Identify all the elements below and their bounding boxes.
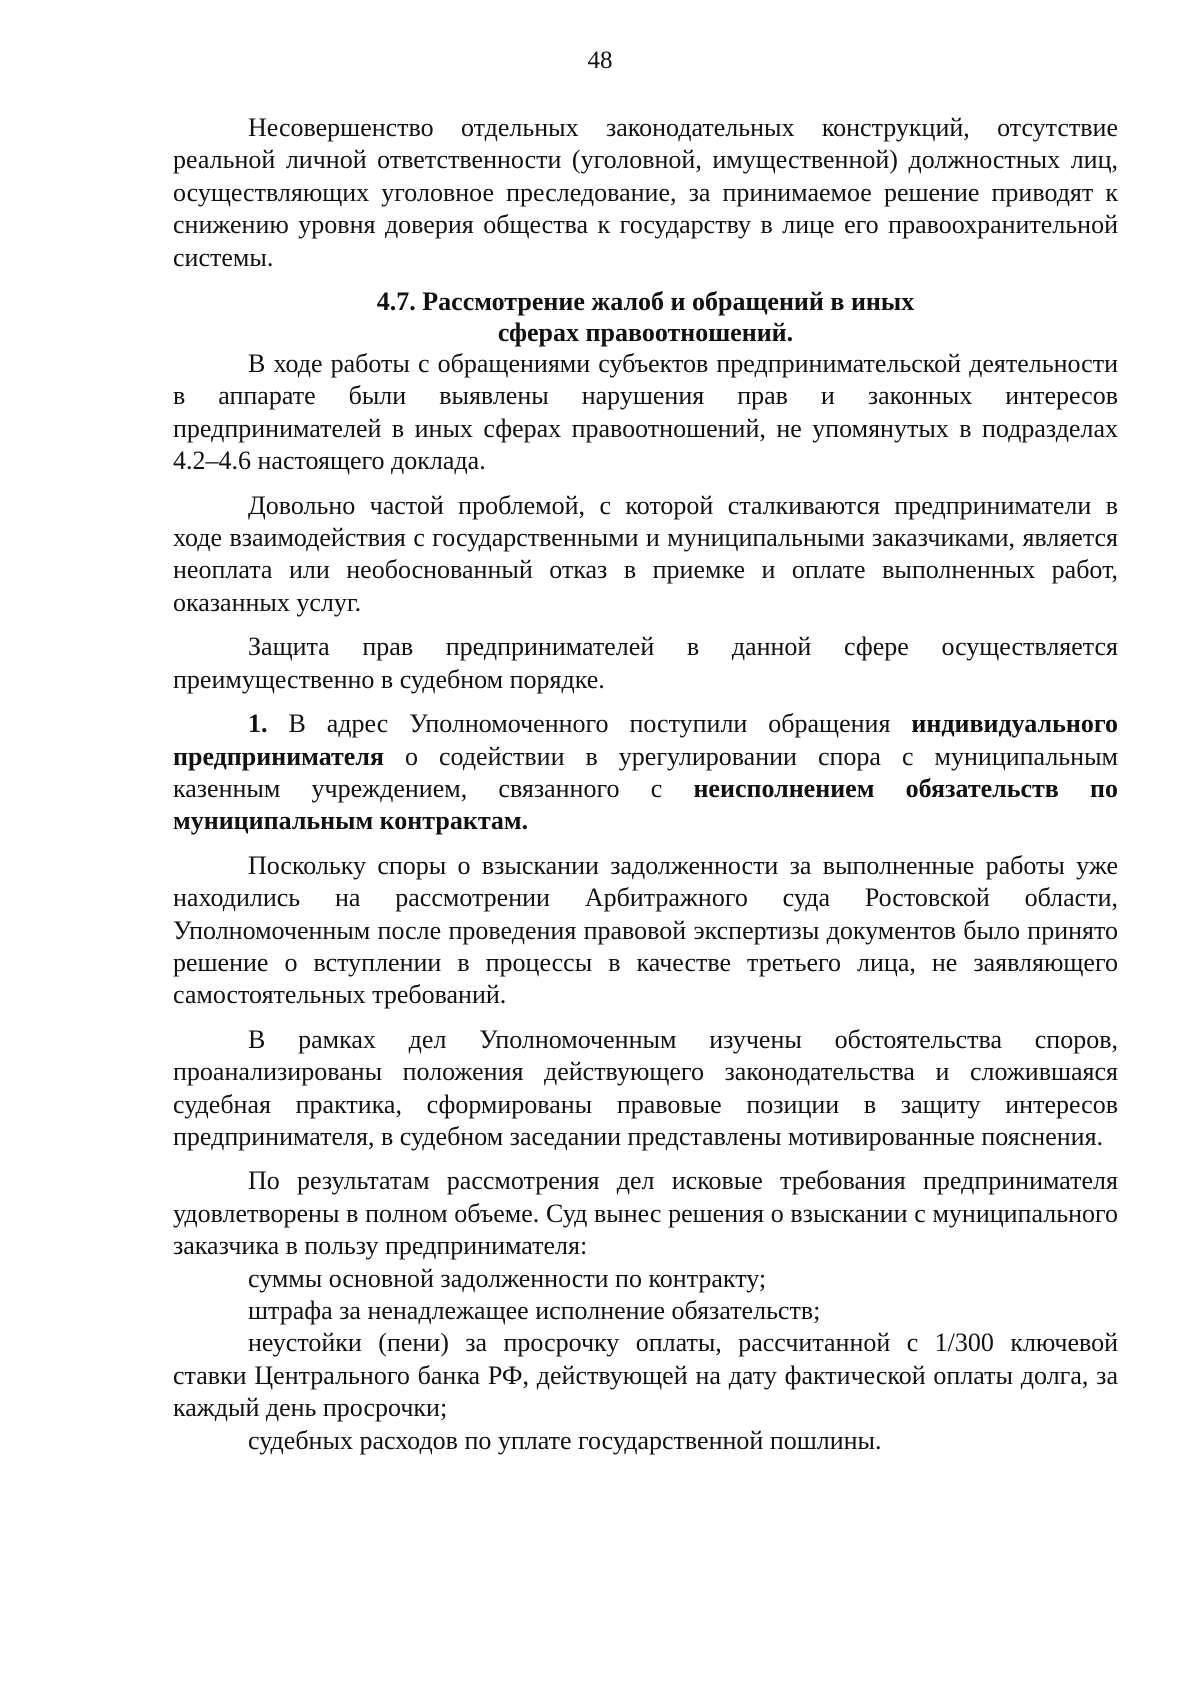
page-number: 48: [587, 47, 613, 74]
paragraph-arbitration: Поскольку споры о взыскании задолженности за выполненные работы уже находились на рассмотрении Арбитражного суда Ростовской области, Уполномоченным после проведения правовой экспертизы документов было принято решение о вступлении в процессы в качестве третьего лица, не заявляющего самостоятельных требований.: [173, 850, 1118, 1010]
case-number: 1.: [248, 709, 268, 739]
list-item-fine: штрафа за ненадлежащее исполнение обязательств;: [248, 1296, 821, 1325]
page-content: [173, 112, 1118, 1457]
intro-paragraph: Несовершенство отдельных законодательных конструкций, отсутствие реальной личной ответственности (уголовной, имущественной) должностных лиц, осуществляющих уголовное преследование, за принимаемое решение приводят к снижению уровня доверия общества к государству в лице его правоохранительной системы.: [173, 113, 1118, 272]
paragraph-violations: В ходе работы с обращениями субъектов предпринимательской деятельности в аппарате были выявлены нарушения прав и законных интересов предпринимателей в иных сферах правоотношений, не упомянутых в подразделах 4.2–4.6 настоящего доклада.: [173, 349, 1118, 476]
list-item-penalty: неустойки (пени) за просрочку оплаты, рассчитанной с 1/300 ключевой ставки Центрального банка РФ, действующей на дату фактической оплаты долга, за каждый день просрочки;: [173, 1328, 1118, 1423]
list-item-debt: суммы основной задолженности по контракту;: [248, 1263, 767, 1293]
case-bold-obligations: неисполнением обязательств по муниципальным контрактам.: [173, 773, 1119, 836]
paragraph-results: По результатам рассмотрения дел исковые требования предпринимателя удовлетворены в полном объеме. Суд вынес решения о взыскании с муниципального заказчика в пользу предпринимателя:: [173, 1166, 1118, 1261]
section-heading: [173, 286, 1118, 348]
list-item-court-costs: судебных расходов по уплате государственной пошлины.: [248, 1425, 882, 1455]
case-text-a: В адрес Уполномоченного поступили обращения: [267, 709, 912, 739]
case-text-b: о содействии в урегулировании спора с муниципальным казенным учреждением, связанного с: [173, 741, 1118, 803]
paragraph-case-one: [173, 708, 1118, 838]
section-heading-line2: сферах правоотношений.: [497, 318, 794, 348]
section-heading-line1: 4.7. Рассмотрение жалоб и обращений в иных: [376, 287, 915, 317]
paragraph-analysis: В рамках дел Уполномоченным изучены обстоятельства споров, проанализированы положения действующего законодательства и сложившаяся судебная практика, сформированы правовые позиции в защиту интересов предпринимателя, в судебном заседании представлены мотивированные пояснения.: [173, 1024, 1118, 1151]
paragraph-problem: Довольно частой проблемой, с которой сталкиваются предприниматели в ходе взаимодействия с государственными и муниципальными заказчиками, является неоплата или необоснованный отказ в приемке и оплате выполненных работ, оказанных услуг.: [173, 490, 1118, 617]
paragraph-protection: Защита прав предпринимателей в данной сфере осуществляется преимущественно в судебном порядке.: [173, 632, 1118, 694]
case-bold-entrepreneur: индивидуального предпринимателя: [173, 709, 1118, 771]
